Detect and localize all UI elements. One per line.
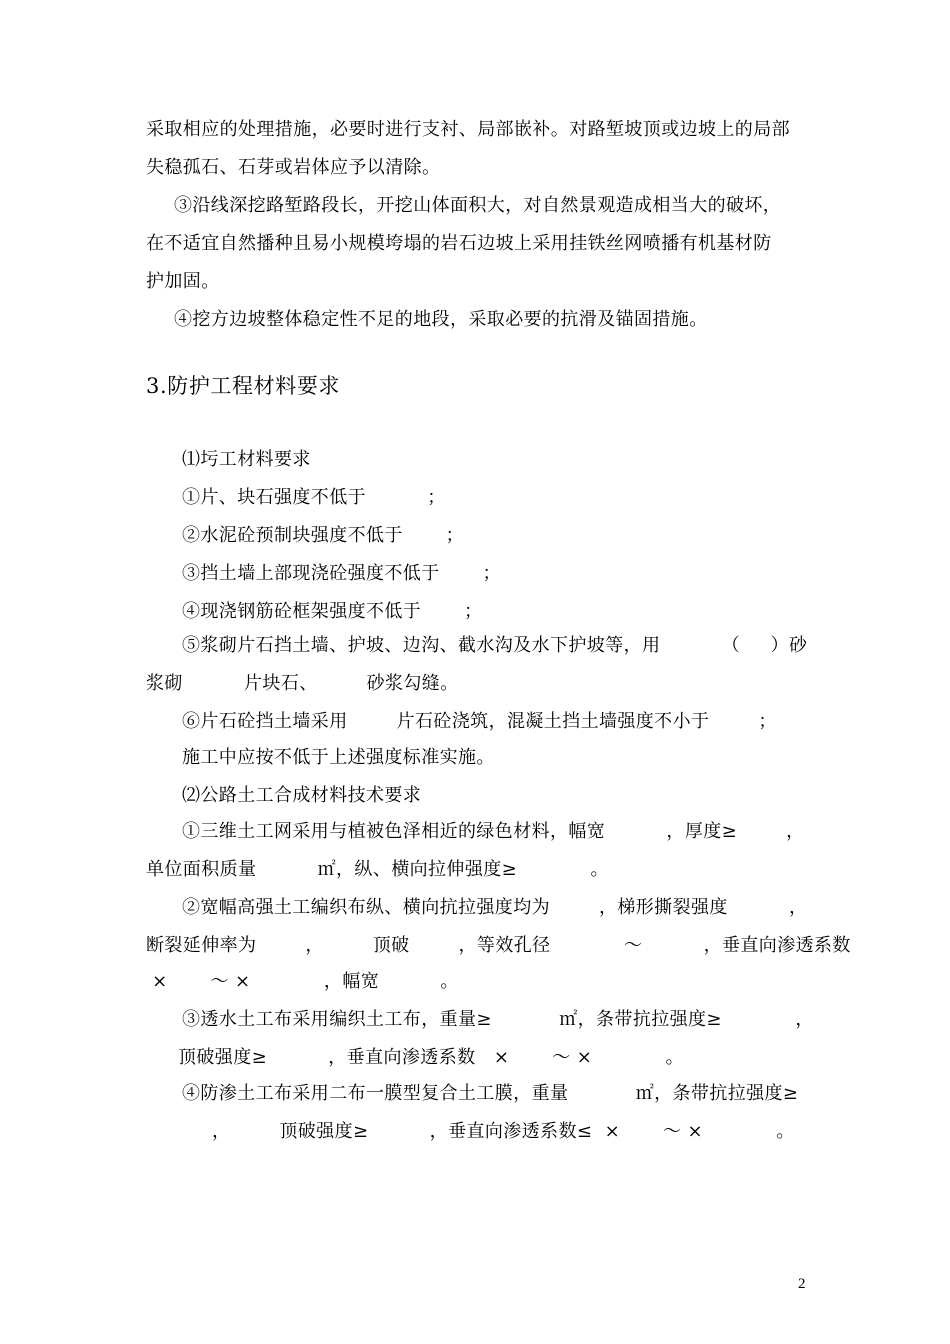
material-line: ③透水土工布采用编织土工布，重量≥ ㎡，条带抗拉强度≥ ，	[182, 1009, 814, 1030]
material-line: 断裂延伸率为 ， 顶破 ，等效孔径 ～ ，垂直向渗透系数	[146, 935, 851, 956]
material-line: ③挡土墙上部现浇砼强度不低于 ；	[182, 563, 501, 584]
material-line: ⑥片石砼挡土墙采用 片石砼浇筑，混凝土挡土墙强度不小于 ；	[182, 711, 777, 732]
material-line: ①片、块石强度不低于 ；	[182, 487, 446, 508]
paragraph-line: 采取相应的处理措施，必要时进行支衬、局部嵌补。对路堑坡顶或边坡上的局部	[146, 119, 790, 140]
paragraph-line: 护加固。	[146, 271, 220, 292]
material-line: 顶破强度≥ ，垂直向渗透系数 × ～ × 。	[178, 1047, 685, 1068]
paragraph-line: ③沿线深挖路堑路段长，开挖山体面积大，对自然景观造成相当大的破坏，	[174, 195, 782, 216]
page-number: 2	[798, 1276, 806, 1292]
material-line: ④现浇钢筋砼框架强度不低于 ；	[182, 601, 483, 622]
material-line: 单位面积质量 ㎡，纵、横向拉伸强度≥ 。	[146, 859, 609, 880]
paragraph-line: 失稳孤石、石芽或岩体应予以清除。	[146, 157, 441, 178]
material-line: ②宽幅高强土工编织布纵、横向抗拉强度均为 ，梯形撕裂强度 ，	[182, 897, 808, 918]
material-line: ④防渗土工布采用二布一膜型复合土工膜，重量 ㎡，条带抗拉强度≥	[182, 1083, 799, 1104]
material-line: 浆砌 片块石、 砂浆勾缝。	[146, 673, 459, 694]
material-line: ①三维土工网采用与植被色泽相近的绿色材料，幅宽 ，厚度≥ ，	[182, 821, 805, 842]
section-heading: 3.防护工程材料要求	[146, 374, 341, 398]
paragraph-line: 在不适宜自然播种且易小规模垮塌的岩石边坡上采用挂铁丝网喷播有机基材防	[146, 233, 772, 254]
material-line: 施工中应按不低于上述强度标准实施。	[182, 747, 495, 768]
paragraph-line: ④挖方边坡整体稳定性不足的地段，采取必要的抗滑及锚固措施。	[174, 309, 708, 330]
material-line: ⑵公路土工合成材料技术要求	[182, 785, 422, 806]
material-line: ⑤浆砌片石挡土墙、护坡、边沟、截水沟及水下护坡等，用 （ ）砂	[182, 635, 808, 656]
material-line: × ～ × ，幅宽 。	[146, 971, 459, 992]
material-line: ⑴圬工材料要求	[182, 449, 311, 470]
material-line: ②水泥砼预制块强度不低于 ；	[182, 525, 465, 546]
material-line: ， 顶破强度≥ ，垂直向渗透系数≤ × ～ × 。	[212, 1121, 795, 1142]
